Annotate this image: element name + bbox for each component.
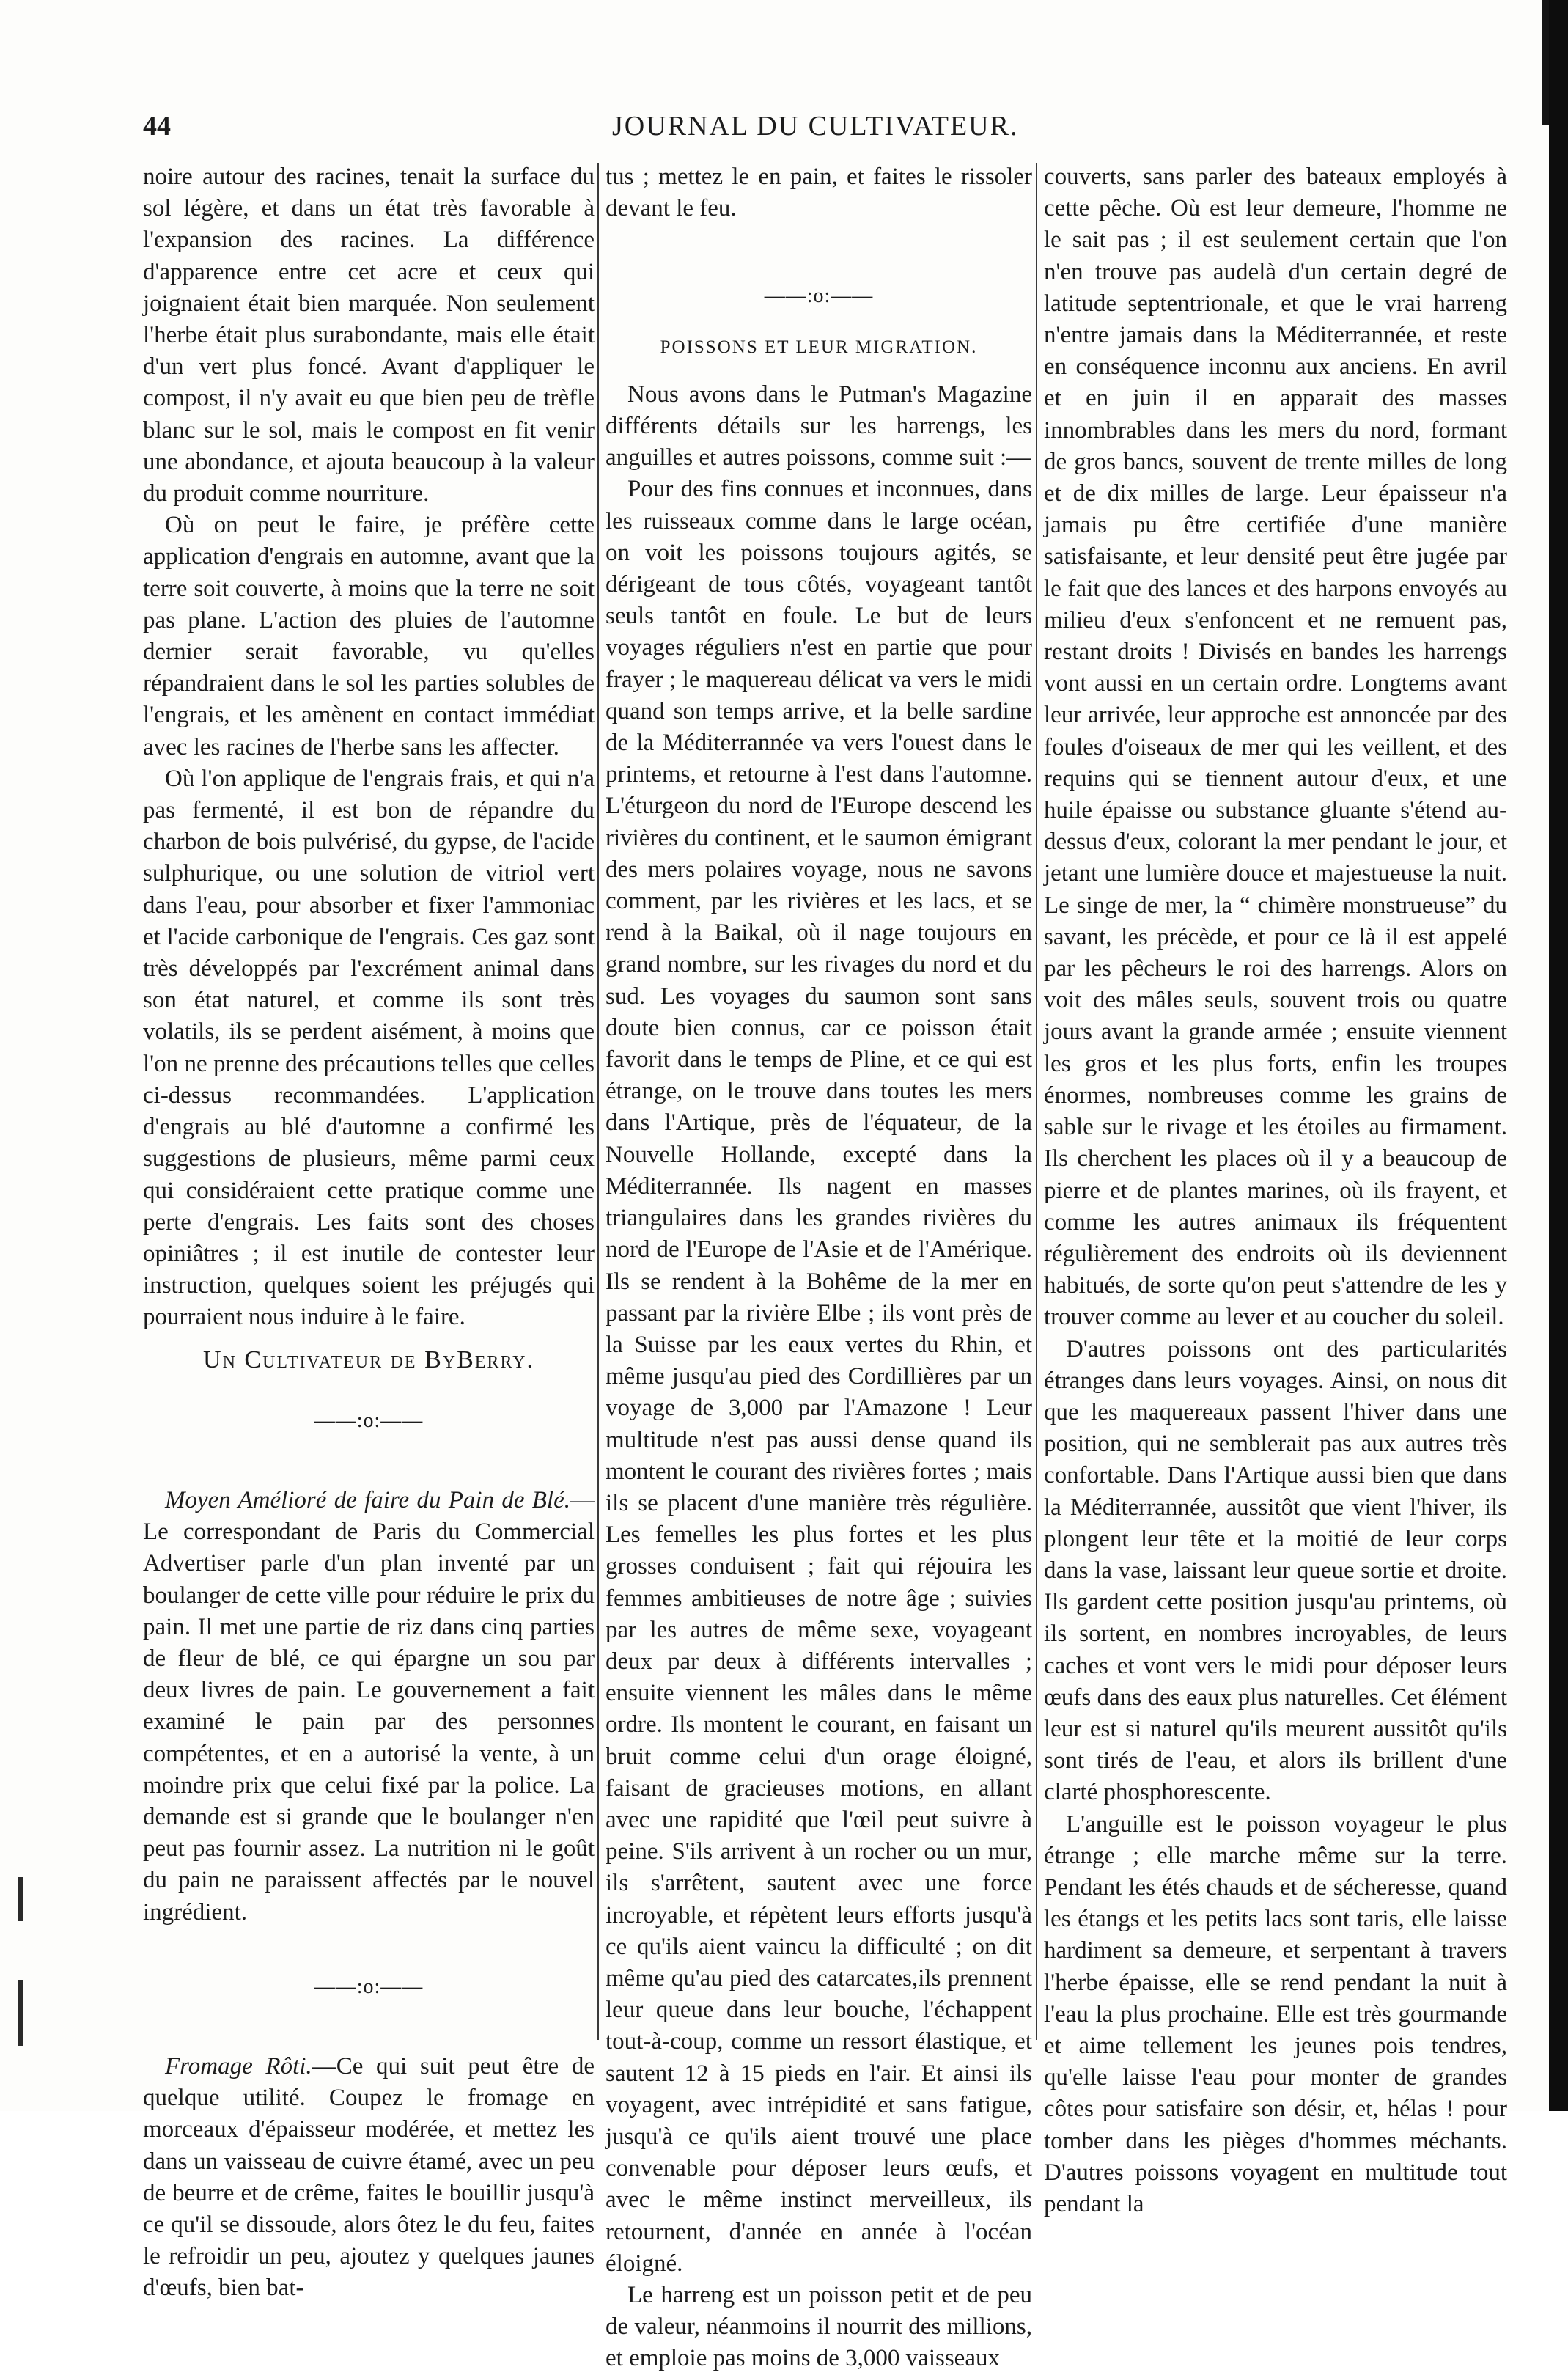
- paragraph: noire autour des racines, tenait la surface du sol légère, et dans un état très favorable à l'expansion des racines. La différence d'apparence entre cet acre et ceux qui joignaient était bien marquée. Non seulement l'herbe était plus surabondante, mais elle était d'un vert plus foncé. Avant d'appliquer le compost, il n'y avait eu que bien peu de trèfle blanc sur le sol, mais le compost en fit venir une abondance, et ajouta beaucoup à la valeur du produit comme nourriture.: [143, 164, 595, 507]
- article-bread: [143, 1485, 595, 1928]
- paragraph: Où l'on applique de l'engrais frais, et qui n'a pas fermenté, il est bon de répandre du charbon de bois pulvérisé, du gypse, de l'acide sulphurique, ou une solution de vitriol vert dans l'eau, pour absorber et fixer l'ammoniac et l'acide carbonique de l'engrais. Ces gaz sont très développés par l'excrément animal dans son état naturel, et comme ils sont très volatils, ils se perdent aisément, à moins que l'on ne prenne des précautions telles que celles ci-dessus recommandées. L'application d'engrais au blé d'automne a confirmé les suggestions de plusieurs, même parmi ceux qui considéraient cette pratique comme une perte d'engrais. Les faits sont des choses opiniâtres ; il est inutile de contester leur instruction, quelques soient les préjugés qui pourraient nous induire à le faire.: [143, 765, 595, 1331]
- running-title: JOURNAL DU CULTIVATEUR.: [612, 111, 1019, 142]
- section-separator: ——:o:——: [314, 1975, 424, 1998]
- section-separator: ——:o:——: [764, 285, 874, 308]
- paragraph: tus ; mettez le en pain, et faites le rissoler devant le feu.: [606, 164, 1032, 222]
- paragraph: Pour des fins connues et inconnues, dans les ruisseaux comme dans le large océan, on voit les poissons toujours agités, se dérigeant de tous côtés, voyageant tantôt seuls tantôt en foule. Le but de leurs voyages réguliers n'est en partie que pour frayer ; le maquereau délicat va vers le midi quand son temps arrive, et la belle sardine de la Méditerrannée va vers l'ouest dans le printems, et retourne à l'est dans l'automne. L'éturgeon du nord de l'Europe descend les rivières du continent, et le saumon émigrant des mers polaires voyage, nous ne savons comment, par les rivières et les lacs, et se rend à la Baikal, où il nage toujours en grand nombre, sur les rivages du nord et du sud. Les voyages du saumon sont sans doute bien connus, car ce poisson était favorit dans le temps de Pline, et ce qui est étrange, on le trouve dans toutes les mers dans l'Artique, près de l'équateur, de la Nouvelle Hollande, excepté dans la Méditerrannée. Ils nagent en masses triangulaires dans les grandes rivières du nord de l'Europe de l'Asie et de l'Amérique. Ils se rendent à la Bohême de la mer en passant par la rivière Elbe ; ils vont près de la Suisse par les eaux vertes du Rhin, et même jusqu'au pied des Cordillières par un voyage de 3,000 par l'Amazone ! Leur multitude n'est pas aussi dense quand ils montent le courant des rivières fortes ; mais ils se placent d'une manière très régulière. Les femelles les plus fortes et les plus grosses conduisent ; fait qui réjouira les femmes ambitieuses de notre âge ; suivies par les autres de même sexe, voyageant deux par deux à différents intervalles ; ensuite viennent les mâles dans le même ordre. Ils montent le courant, en faisant un bruit comme celui d'un orage éloigné, faisant de gracieuses motions, en allant avec une rapidité que l'œil peut suivre à peine. S'ils arrivent à un rocher ou un mur, ils s'arrêtent, sautent avec une force incroyable, et répètent leurs efforts jusqu'à ce qu'ils aient vaincu la difficulté ; on dit même qu'au pied des catarcates,ils prennent leur queue dans leur bouche, l'échappent tout-à-coup, comme un ressort élastique, et sautent 12 à 15 pieds en l'air. Et ainsi ils voyagent, avec intrépidité et sans fatigue, jusqu'à ce qu'ils aient trouvé une place convenable pour déposer leurs œufs, et avec le même instinct merveilleux, ils retournent, d'année en année à l'océan éloigné.: [606, 476, 1032, 2277]
- section-separator: ——:o:——: [314, 1409, 424, 1432]
- paragraph: Où on peut le faire, je préfère cette application d'engrais en automne, avant que la terre soit couverte, à moins que la terre ne soit pas plane. L'action des pluies de l'automne dernier serait favorable, vu qu'elles répandraient dans le sol les parties solubles de l'engrais, et les amènent en contact immédiat avec les racines de l'herbe sans les affecter.: [143, 512, 595, 760]
- paragraph: couverts, sans parler des bateaux employés à cette pêche. Où est leur demeure, l'homme ne le sait pas ; il est seulement certain que l'on n'en trouve pas audelà d'un certain degré de latitude septentrionale, et que le vrai harreng n'entre jamais dans la Méditerrannée, et reste en conséquence inconnu aux anciens. En avril et en juin il en apparait des masses innombrables dans les mers du nord, formant de gros bancs, souvent de trente milles de long et de dix milles de large. Leur épaisseur n'a jamais pu être certifiée d'une manière satisfaisante, et leur densité peut être jugée par le fait que des lances et des harpons envoyés au milieu d'eux s'enfoncent et ne remuent pas, restant droits ! Divisés en bandes les harrengs vont aussi en un certain ordre. Longtems avant leur arrivée, leur approche est annoncée par des foules d'oiseaux de mer qui les veillent, et des requins qui se tiennent autour d'eux, et une huile épaisse ou substance gluante s'étend au-dessus d'eux, colorant la mer pendant le jour, et jetant une lumière douce et majestueuse la nuit. Le singe de mer, la “ chimère monstrueuse” du savant, les précède, et pour ce là il est appelé par les pêcheurs le roi des harrengs. Alors on voit des mâles seuls, souvent trois ou quatre jours avant la grande armée ; ensuite viennent les gros et les plus forts, enfin les troupes énormes, nombreuses comme les grains de sable sur le rivage et les étoiles au firmament. Ils cherchent les places où il y a beaucoup de pierre et de plantes marines, où ils frayent, et comme les autres animaux ils fréquentent régulièrement des endroits où ils deviennent habitués, de sorte qu'on peut s'attendre de les y trouver comme au lever et au coucher du soleil.: [1044, 164, 1507, 1331]
- scan-edge-mark: [18, 1980, 23, 2046]
- paragraph: Le harreng est un poisson petit et de peu de valeur, néanmoins il nourrit des millions, et emploie pas moins de 3,000 vaisseaux: [606, 2282, 1032, 2372]
- paragraph: Nous avons dans le Putman's Magazine différents détails sur les harrengs, les anguilles et autres poissons, comme suit :—: [606, 381, 1032, 471]
- scan-edge-mark: [18, 1877, 23, 1921]
- article-title: Moyen Amélioré de faire du Pain de Blé.: [165, 1486, 570, 1513]
- column-middle: [606, 161, 1032, 2372]
- column-right: [1044, 161, 1507, 2217]
- author-signature: Un Cultivateur de ByBerry.: [203, 1346, 534, 1373]
- binding-notch: [1542, 0, 1549, 125]
- paragraph: L'anguille est le poisson voyageur le plus étrange ; elle marche même sur la terre. Pendant les étés chauds et de sécheresse, quand les étangs et les petits lacs sont taris, elle laisse hardiment sa demeure, et serpentant à travers l'herbe épaisse, elle se rend pendant la nuit à l'eau la plus prochaine. Elle est très gourmande et aime tellement les jeunes pois tendres, qu'elle laisse l'eau pour monter de grandes côtes pour satisfaire son désir, et, hélas ! pour tomber dans les pièges d'hommes méchants. D'autres poissons voyagent en multitude tout pendant la: [1044, 1810, 1507, 2217]
- binding-edge: [1549, 0, 1568, 2111]
- article-title: Fromage Rôti.: [165, 2052, 312, 2079]
- page-number: 44: [143, 111, 171, 142]
- article-body: —Le correspondant de Paris du Commercial Advertiser parle d'un plan inventé par un boulanger de cette ville pour réduire le prix du pain. Il met une partie de riz dans cinq parties de fleur de blé, ce qui épargne un sou par deux livres de pain. Le gouvernement a fait examiné le pain par des personnes compétentes, et en a autorisé la vente, à un moindre prix que celui fixé par la police. La demande est si grande que le boulanger n'en peut pas fournir assez. La nutrition ni le goût du pain ne paraissent affectés par le nouvel ingrédient.: [143, 1486, 595, 1926]
- paragraph: D'autres poissons ont des particularités étranges dans leurs voyages. Ainsi, on nous dit que les maquereaux passent l'hiver dans une position, qui ne semblerait pas aux autres très confortable. Dans l'Artique aussi bien que dans la Méditerrannée, aussitôt que vient l'hiver, ils plongent leur tête et la moitié de leur corps dans la vase, laissant leur queue sortie et droite. Ils gardent cette position jusqu'au printems, où ils sortent, en nombres incroyables, de leurs caches et vont vers le midi pour déposer leurs œufs dans des eaux plus naturelles. Cet élément leur est si naturel qu'ils meurent aussitôt qu'ils sont tirés de l'eau, et alors ils brillent d'une clarté phosphorescente.: [1044, 1335, 1507, 1806]
- article-body: —Ce qui suit peut être de quelque utilité. Coupez le fromage en morceaux d'épaisseur modérée, et mettez les dans un vaisseau de cuivre étamé, avec un peu de beurre et de crême, faites le bouillir jusqu'à ce qu'il se dissoude, alors ôtez le du feu, faites le refroidir un peu, ajoutez y quelques jaunes d'œufs, bien bat-: [143, 2052, 595, 2302]
- column-rule: [597, 163, 599, 2040]
- article-heading: POISSONS ET LEUR MIGRATION.: [660, 337, 978, 357]
- page-header: [143, 110, 1514, 147]
- column-rule: [1036, 163, 1037, 2040]
- article-cheese: [143, 2051, 595, 2305]
- column-left: [143, 161, 595, 2302]
